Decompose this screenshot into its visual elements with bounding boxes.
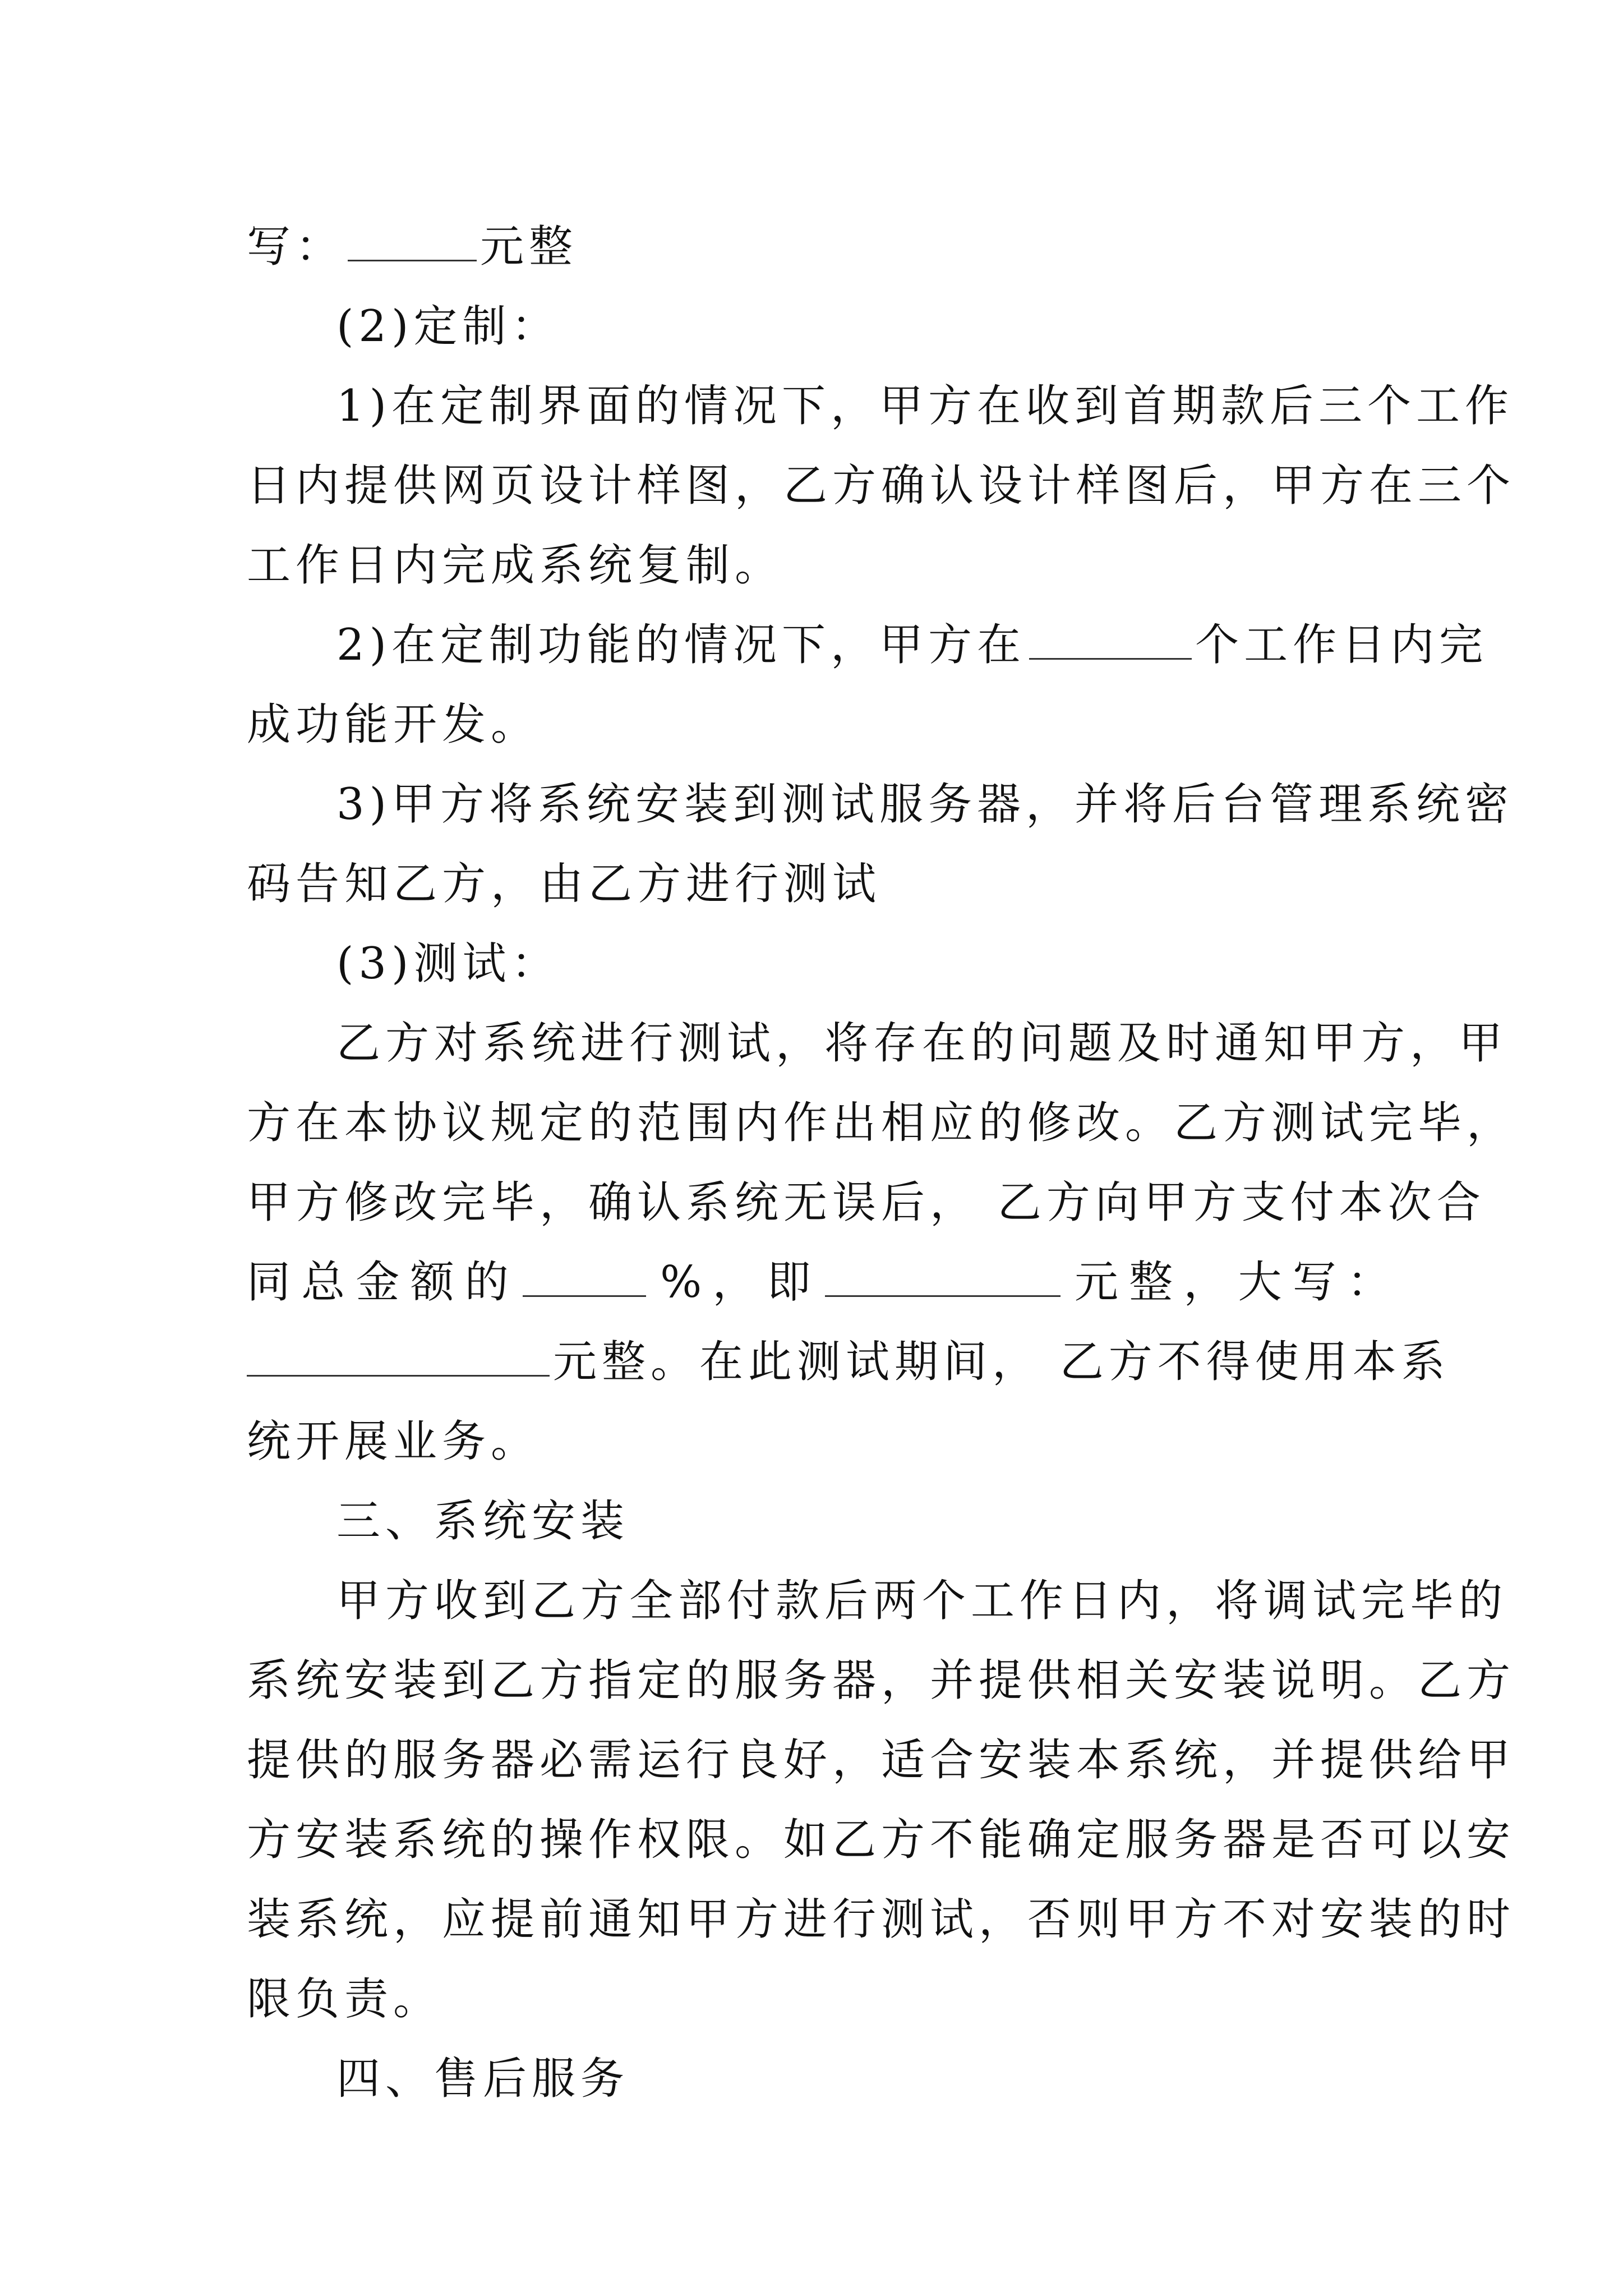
- text-fragment: %: [660, 1257, 702, 1308]
- text-fragment: 的: [464, 1257, 509, 1308]
- fill-in-blank: [1029, 620, 1192, 660]
- text-fragment: 写: [1292, 1257, 1336, 1308]
- paragraph-line: 统开展业务。: [247, 1416, 540, 1467]
- text-fragment: 金: [356, 1257, 400, 1308]
- paragraph-line: [247, 1323, 1450, 1401]
- text-fragment: 元整: [480, 222, 578, 272]
- fill-in-blank: [523, 1258, 646, 1297]
- paragraph-line: 方安装系统的操作权限。如乙方不能确定服务器是否可以安: [247, 1815, 1516, 1865]
- section-heading: 三、系统安装: [336, 1496, 630, 1547]
- paragraph-line: 甲方修改完毕，确认系统无误后， 乙方向甲方支付本次合: [247, 1177, 1486, 1228]
- subsection-heading: (3)测试：: [336, 938, 560, 989]
- fill-in-blank: [247, 1337, 550, 1377]
- text-fragment: 2)在定制功能的情况下，甲方在: [336, 620, 1026, 670]
- text-fragment: 写：: [247, 222, 345, 272]
- text-line-1: [247, 208, 1391, 286]
- text-fragment: 元整。在此测试期间， 乙方不得使用本系: [553, 1337, 1450, 1387]
- paragraph-line: 日内提供网页设计样图，乙方确认设计样图后，甲方在三个: [247, 461, 1516, 511]
- paragraph-line: 甲方收到乙方全部付款后两个工作日内，将调试完毕的: [336, 1576, 1508, 1626]
- text-fragment: 同: [247, 1257, 291, 1308]
- text-fragment: ，: [1183, 1257, 1228, 1308]
- paragraph-line: [336, 606, 1488, 684]
- paragraph-line: 装系统，应提前通知甲方进行测试，否则甲方不对安装的时: [247, 1894, 1516, 1945]
- paragraph-line: 方在本协议规定的范围内作出相应的修改。乙方测试完毕，: [247, 1098, 1516, 1148]
- subsection-heading: (2)定制：: [336, 301, 560, 352]
- paragraph-line-justified: [247, 1243, 1391, 1322]
- text-fragment: 元: [1074, 1257, 1118, 1308]
- fill-in-blank: [825, 1258, 1061, 1297]
- text-fragment: 大: [1238, 1257, 1282, 1308]
- text-fragment: 个工作日内完: [1195, 620, 1488, 670]
- paragraph-line: 工作日内完成系统复制。: [247, 540, 784, 591]
- paragraph-line: 成功能开发。: [247, 700, 540, 750]
- fill-in-blank: [348, 222, 477, 261]
- paragraph-line: 提供的服务器必需运行良好，适合安装本系统，并提供给甲: [247, 1735, 1516, 1786]
- paragraph-line: 系统安装到乙方指定的服务器，并提供相关安装说明。乙方: [247, 1655, 1516, 1706]
- paragraph-line: 乙方对系统进行测试，将存在的问题及时通知甲方，甲: [336, 1018, 1508, 1069]
- paragraph-line: 3)甲方将系统安装到测试服务器，并将后台管理系统密: [336, 779, 1514, 830]
- text-fragment: ，: [712, 1257, 757, 1308]
- paragraph-line: 限负责。: [247, 1974, 442, 2024]
- text-fragment: 即: [767, 1257, 811, 1308]
- text-fragment: 总: [301, 1257, 345, 1308]
- text-fragment: 额: [410, 1257, 454, 1308]
- section-heading: 四、售后服务: [336, 2054, 630, 2104]
- text-fragment: ：: [1347, 1257, 1391, 1308]
- text-fragment: 整: [1129, 1257, 1173, 1308]
- paragraph-line: 码告知乙方，由乙方进行测试: [247, 859, 882, 909]
- paragraph-line: 1)在定制界面的情况下，甲方在收到首期款后三个工作: [336, 381, 1514, 431]
